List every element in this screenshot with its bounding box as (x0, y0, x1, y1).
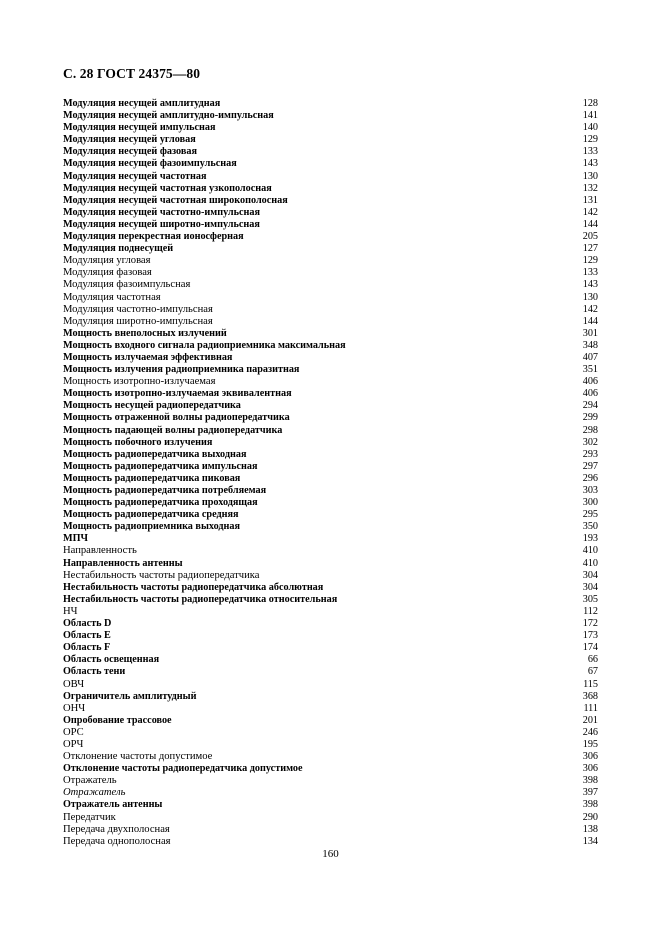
index-page-ref: 143 (582, 158, 598, 170)
index-entry (63, 207, 598, 219)
index-entry (63, 110, 598, 122)
index-entry (63, 231, 598, 243)
index-entry (63, 134, 598, 146)
index-page-ref: 301 (582, 327, 598, 339)
index-page-ref: 296 (582, 472, 598, 484)
index-entry (63, 582, 598, 594)
index-term: Модуляция несущей частотная широкополосная (63, 194, 288, 206)
page-header: С. 28 ГОСТ 24375—80 (63, 66, 201, 81)
index-term: Модуляция частотно-импульсная (63, 303, 213, 315)
index-term: Модуляция перекрестная ионосферная (63, 231, 244, 243)
index-entry (63, 679, 598, 691)
index-entry (63, 352, 598, 364)
index-term: Мощность внеполосных излучений (63, 327, 227, 339)
index-page-ref: 295 (582, 509, 598, 521)
index-page-ref: 205 (582, 231, 598, 243)
index-entry (63, 98, 598, 110)
index-page-ref: 174 (582, 642, 598, 654)
index-page-ref: 129 (582, 134, 598, 146)
index-term: Мощность входного сигнала радиоприемника максимальная (63, 339, 346, 351)
index-term: Направленность антенны (63, 557, 183, 569)
index-term: Отклонение частоты допустимое (63, 751, 213, 763)
index-term: Модуляция несущей угловая (63, 134, 196, 146)
index-term: Модуляция фазовая (63, 267, 152, 279)
index-entry (63, 836, 598, 848)
index-term: Мощность изотропно-излучаемая (63, 376, 216, 388)
index-page-ref: 66 (587, 654, 598, 666)
index-entry (63, 437, 598, 449)
index-page-ref: 193 (582, 533, 598, 545)
index-entry (63, 787, 598, 799)
index-entry (63, 824, 598, 836)
index-term: Область освещенная (63, 654, 160, 666)
index-term: Мощность радиопередатчика потребляемая (63, 485, 267, 496)
index-page-ref: 128 (582, 98, 598, 109)
index-term: ОВЧ (63, 678, 85, 690)
index-term: Модуляция частотная (63, 291, 161, 303)
index-entry (63, 570, 598, 582)
index-term: Модуляция несущей частотная узкополосная (63, 182, 272, 194)
index-term: Мощность радиопередатчика пиковая (63, 472, 241, 484)
index-entry (63, 558, 598, 570)
index-term: Нестабильность частоты радиопередатчика абсолютная (63, 581, 324, 593)
index-term: Нестабильность частоты радиопередатчика (63, 569, 260, 581)
index-entry (63, 364, 598, 376)
index-term: Модуляция поднесущей (63, 243, 174, 255)
index-term: НЧ (63, 605, 78, 617)
index-term: Мощность радиопередатчика выходная (63, 448, 247, 460)
index-entry (63, 171, 598, 183)
index-term: ОРС (63, 726, 84, 738)
index-term: Модуляция несущей амплитудно-импульсная (63, 110, 274, 122)
page-number: 160 (322, 848, 339, 860)
index-entry (63, 255, 598, 267)
index-page-ref: 410 (582, 545, 598, 557)
index-page-ref: 129 (582, 255, 598, 267)
index-term: Модуляция несущей амплитудная (63, 98, 221, 109)
index-term: Модуляция несущей импульсная (63, 122, 216, 134)
index-term: Мощность излучения радиоприемника паразитная (63, 364, 300, 376)
index-term: Мощность изотропно-излучаемая эквивалентная (63, 388, 292, 400)
index-entry (63, 497, 598, 509)
index-page-ref: 302 (582, 436, 598, 448)
index-page-ref: 144 (582, 315, 598, 327)
index-entry (63, 328, 598, 340)
index-entry (63, 739, 598, 751)
index-term: Мощность отраженной волны радиопередатчика (63, 412, 290, 424)
index-page-ref: 293 (582, 448, 598, 460)
index-entry (63, 799, 598, 811)
index-page-ref: 141 (582, 110, 598, 122)
index-page-ref: 201 (582, 714, 598, 726)
index-entry (63, 243, 598, 255)
index-entry (63, 279, 598, 291)
index-entry (63, 485, 598, 497)
index-entry (63, 425, 598, 437)
index-entry (63, 316, 598, 328)
index-entry (63, 304, 598, 316)
index-page-ref: 127 (582, 243, 598, 255)
index-page-ref: 350 (582, 521, 598, 533)
index-term: Область E (63, 630, 111, 642)
index-term: Отклонение частоты радиопередатчика допустимое (63, 763, 303, 775)
index-page-ref: 130 (582, 170, 598, 182)
index-entry (63, 763, 598, 775)
index-term: Передача двухполосная (63, 823, 170, 835)
index-entry (63, 376, 598, 388)
index-page-ref: 305 (582, 593, 598, 605)
index-page-ref: 297 (582, 460, 598, 472)
index-term: Мощность радиопередатчика импульсная (63, 460, 258, 472)
index-list (63, 98, 598, 848)
index-term: Модуляция несущей фазоимпульсная (63, 158, 237, 170)
index-term: Мощность радиопередатчика проходящая (63, 497, 258, 509)
index-page-ref: 142 (582, 206, 598, 218)
index-entry (63, 642, 598, 654)
index-term: Модуляция широтно-импульсная (63, 315, 213, 327)
index-term: Мощность радиопередатчика средняя (63, 509, 239, 521)
index-term: ОРЧ (63, 738, 84, 750)
index-page-ref: 290 (582, 811, 598, 823)
index-term: Модуляция несущей частотно-импульсная (63, 206, 261, 218)
index-entry (63, 618, 598, 630)
index-page-ref: 172 (582, 618, 598, 630)
index-page-ref: 138 (582, 823, 598, 835)
index-term: Направленность (63, 545, 137, 557)
index-term: Нестабильность частоты радиопередатчика относительная (63, 593, 338, 605)
index-term: Область D (63, 618, 112, 630)
index-page-ref: 368 (582, 690, 598, 702)
index-term: Передача однополосная (63, 835, 171, 847)
index-term: Передатчик (63, 811, 116, 823)
index-entry (63, 521, 598, 533)
index-entry (63, 122, 598, 134)
index-page-ref: 407 (582, 351, 598, 363)
index-entry (63, 666, 598, 678)
index-term: МПЧ (63, 533, 89, 545)
index-page-ref: 306 (582, 763, 598, 775)
index-page-ref: 142 (582, 303, 598, 315)
index-entry (63, 509, 598, 521)
index-entry (63, 473, 598, 485)
index-term: Модуляция несущей частотная (63, 170, 207, 182)
index-page-ref: 351 (582, 364, 598, 376)
index-page-ref: 410 (582, 557, 598, 569)
index-entry (63, 630, 598, 642)
index-page-ref: 398 (582, 775, 598, 787)
index-page-ref: 115 (583, 678, 598, 690)
index-term: Область тени (63, 666, 126, 678)
index-page-ref: 133 (582, 267, 598, 279)
index-page-ref: 304 (582, 569, 598, 581)
index-term: Модуляция несущей фазовая (63, 146, 197, 158)
index-entry (63, 146, 598, 158)
index-page-ref: 144 (582, 218, 598, 230)
index-entry (63, 727, 598, 739)
index-term: Модуляция угловая (63, 255, 151, 267)
index-page-ref: 303 (582, 485, 598, 496)
index-term: Отражатель (63, 787, 126, 799)
index-entry (63, 195, 598, 207)
index-entry (63, 654, 598, 666)
index-page-ref: 306 (582, 751, 598, 763)
index-entry (63, 461, 598, 473)
index-entry (63, 388, 598, 400)
index-term: Мощность радиоприемника выходная (63, 521, 241, 533)
index-entry (63, 751, 598, 763)
index-page-ref: 133 (582, 146, 598, 158)
index-entry (63, 412, 598, 424)
index-page-ref: 131 (582, 194, 598, 206)
index-page-ref: 143 (582, 279, 598, 291)
index-entry (63, 267, 598, 279)
index-page-ref: 406 (582, 376, 598, 388)
index-entry (63, 594, 598, 606)
index-page-ref: 112 (583, 605, 598, 617)
index-page-ref: 132 (582, 182, 598, 194)
index-entry (63, 400, 598, 412)
index-entry (63, 533, 598, 545)
index-entry (63, 691, 598, 703)
index-page-ref: 294 (582, 400, 598, 412)
index-page-ref: 140 (582, 122, 598, 134)
index-page-ref: 397 (582, 787, 598, 799)
index-page-ref: 298 (582, 424, 598, 436)
index-term: ОНЧ (63, 702, 86, 714)
index-page-ref: 130 (582, 291, 598, 303)
index-page-ref: 406 (582, 388, 598, 400)
index-term: Мощность падающей волны радиопередатчика (63, 424, 283, 436)
index-term: Отражатель (63, 775, 117, 787)
index-term: Мощность побочного излучения (63, 436, 213, 448)
index-term: Мощность несущей радиопередатчика (63, 400, 241, 412)
index-term: Ограничитель амплитудный (63, 690, 197, 702)
index-term: Область F (63, 642, 111, 654)
index-page-ref: 246 (582, 726, 598, 738)
index-entry (63, 545, 598, 557)
index-term: Модуляция фазоимпульсная (63, 279, 191, 291)
index-entry (63, 219, 598, 231)
index-page-ref: 173 (582, 630, 598, 642)
index-entry (63, 775, 598, 787)
index-entry (63, 606, 598, 618)
index-page-ref: 111 (583, 702, 598, 714)
index-entry (63, 340, 598, 352)
index-entry (63, 715, 598, 727)
index-term: Модуляция несущей широтно-импульсная (63, 218, 260, 230)
index-term: Отражатель антенны (63, 799, 163, 811)
index-page-ref: 299 (582, 412, 598, 424)
index-term: Опробование трассовое (63, 714, 172, 726)
index-page-ref: 134 (582, 835, 598, 847)
index-page-ref: 348 (582, 339, 598, 351)
index-page-ref: 300 (582, 497, 598, 509)
index-entry (63, 703, 598, 715)
index-page-ref: 304 (582, 581, 598, 593)
index-entry (63, 449, 598, 461)
index-entry (63, 183, 598, 195)
index-entry (63, 812, 598, 824)
index-page-ref: 195 (582, 738, 598, 750)
index-entry (63, 158, 598, 170)
index-term: Мощность излучаемая эффективная (63, 351, 233, 363)
index-page-ref: 398 (582, 799, 598, 811)
index-entry (63, 292, 598, 304)
index-page-ref: 67 (587, 666, 598, 678)
